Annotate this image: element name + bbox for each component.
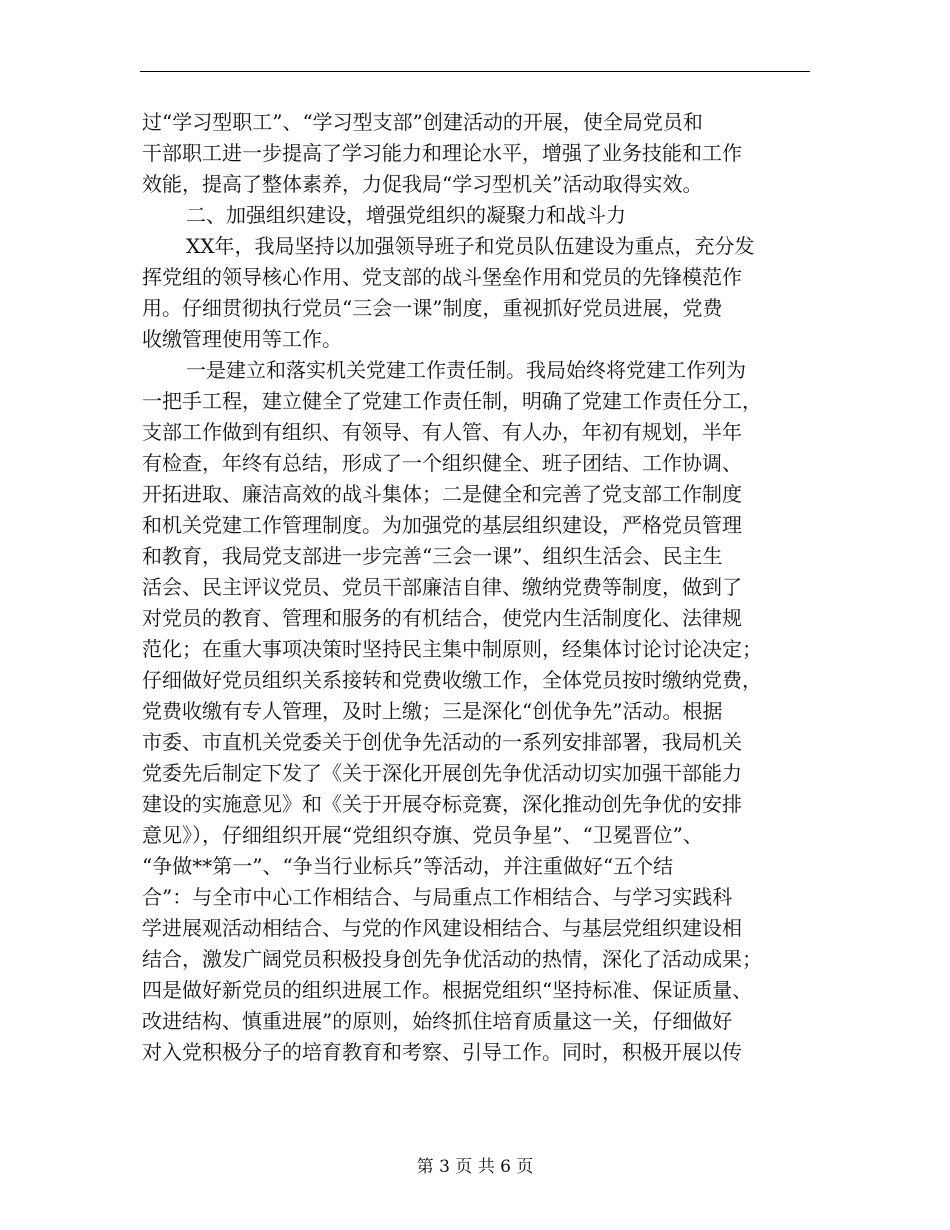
body-text bbox=[142, 107, 812, 1068]
text-line: 党费收缴有专人管理，及时上缴；三是深化“创优争先”活动。根据 bbox=[142, 699, 723, 723]
text-line: 支部工作做到有组织、有领导、有人管、有人办，年初有规划，半年 bbox=[142, 420, 742, 444]
text-line: 开拓进取、廉洁高效的战斗集体；二是健全和完善了党支部工作制度 bbox=[142, 482, 742, 506]
text-line: 对党员的教育、管理和服务的有机结合，使党内生活制度化、法律规 bbox=[142, 606, 742, 630]
text-line: “争做**第一”、“争当行业标兵”等活动，并注重做好“五个结 bbox=[142, 854, 674, 878]
text-line: 范化；在重大事项决策时坚持民主集中制原则，经集体讨论讨论决定； bbox=[142, 637, 762, 661]
text-line: 结合，激发广阔党员积极投身创先争优活动的热情，深化了活动成果； bbox=[142, 947, 762, 971]
text-line: 干部职工进一步提高了学习能力和理论水平，增强了业务技能和工作 bbox=[142, 141, 742, 165]
text-line: 过“学习型职工”、“学习型支部”创建活动的开展，使全局党员和 bbox=[142, 110, 703, 134]
text-line: 收缴管理使用等工作。 bbox=[142, 327, 342, 351]
text-line: 学进展观活动相结合、与党的作风建设相结合、与基层党组织建设相 bbox=[142, 916, 742, 940]
text-line: 对入党积极分子的培育教育和考察、引导工作。同时，积极开展以传 bbox=[142, 1040, 742, 1064]
text-line: XX年，我局坚持以加强领导班子和党员队伍建设为重点，充分发 bbox=[186, 234, 755, 258]
text-line: 仔细做好党员组织关系接转和党费收缴工作，全体党员按时缴纳党费， bbox=[142, 668, 762, 692]
text-line: 挥党组的领导核心作用、党支部的战斗堡垒作用和党员的先锋模范作 bbox=[142, 265, 742, 289]
text-line: 一是建立和落实机关党建工作责任制。我局始终将党建工作列为 bbox=[186, 358, 746, 382]
text-line: 党委先后制定下发了《关于深化开展创先争优活动切实加强干部能力 bbox=[142, 761, 742, 785]
text-line: 一把手工程，建立健全了党建工作责任制，明确了党建工作责任分工， bbox=[142, 389, 762, 413]
text-line: 用。仔细贯彻执行党员“三会一课”制度，重视抓好党员进展，党费 bbox=[142, 296, 723, 320]
text-line: 活会、民主评议党员、党员干部廉洁自律、缴纳党费等制度，做到了 bbox=[142, 575, 742, 599]
text-line: 四是做好新党员的组织进展工作。根据党组织“坚持标准、保证质量、 bbox=[142, 978, 753, 1002]
text-line: 意见》），仔细组织开展“党组织夺旗、党员争星”、“卫冕晋位”、 bbox=[142, 823, 703, 847]
text-line: 和机关党建工作管理制度。为加强党的基层组织建设，严格党员管理 bbox=[142, 513, 742, 537]
text-line: 有检查，年终有总结，形成了一个组织健全、班子团结、工作协调、 bbox=[142, 451, 742, 475]
header-rule bbox=[140, 71, 810, 72]
text-line: 建设的实施意见》和《关于开展夺标竞赛，深化推动创先争优的安排 bbox=[142, 792, 742, 816]
text-line: 二、加强组织建设，增强党组织的凝聚力和战斗力 bbox=[186, 203, 626, 227]
text-line: 市委、市直机关党委关于创优争先活动的一系列安排部署，我局机关 bbox=[142, 730, 742, 754]
text-line: 效能，提高了整体素养，力促我局“学习型机关”活动取得实效。 bbox=[142, 172, 703, 196]
page-footer: 第 3 页 共 6 页 bbox=[416, 1157, 534, 1177]
text-line: 合”：与全市中心工作相结合、与局重点工作相结合、与学习实践科 bbox=[142, 885, 733, 909]
text-line: 和教育，我局党支部进一步完善“三会一课”、组织生活会、民主生 bbox=[142, 544, 723, 568]
text-line: 改进结构、慎重进展”的原则，始终抓住培育质量这一关，仔细做好 bbox=[142, 1009, 733, 1033]
